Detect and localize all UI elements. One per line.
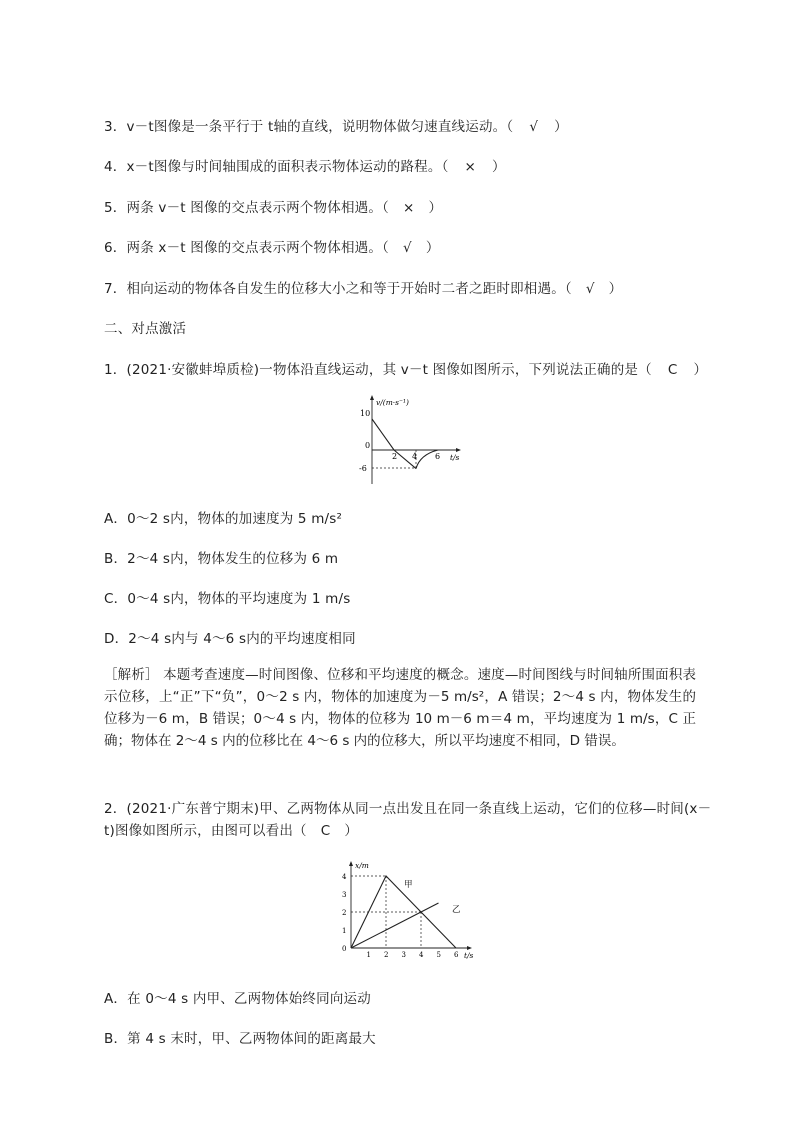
- answer-letter: C: [667, 362, 678, 378]
- judge-close: ）: [608, 281, 623, 297]
- xt-label-jia: 甲: [404, 880, 413, 890]
- judge-text: 5．两条 v－t 图像的交点表示两个物体相遇。（: [104, 200, 390, 216]
- judge-close: ）: [428, 200, 443, 216]
- xt-xtick-3: 3: [401, 951, 406, 959]
- vt-series-line: [372, 419, 416, 469]
- judge-mark: ×: [403, 200, 415, 216]
- question-2-stem-line2: [104, 819, 358, 839]
- xt-ylabel: x/m: [355, 861, 369, 870]
- vt-xlabel: t/s: [450, 453, 460, 462]
- question-2-stem-line1: 2．(2021·广东普宁期末)甲、乙两物体从同一点出发且在同一条直线上运动，它们的位移—时间(x－: [104, 801, 712, 817]
- q1-option-b: B．2～4 s内，物体发生的位移为 6 m: [104, 551, 339, 567]
- vt-x-arrow: [456, 448, 461, 452]
- xt-ytick-2: 2: [342, 909, 347, 917]
- q1-option-c: C．0～4 s内，物体的平均速度为 1 m/s: [104, 591, 351, 607]
- vt-tick-2: 2: [392, 452, 398, 461]
- q2-option-a: A．在 0～4 s 内甲、乙两物体始终同向运动: [104, 991, 371, 1007]
- vt-graph: [330, 392, 470, 487]
- xt-xtick-1: 1: [366, 951, 371, 959]
- judge-mark: ×: [464, 159, 477, 175]
- judge-item-6: [104, 236, 440, 256]
- stem-close: ）: [344, 823, 359, 839]
- judge-mark: √: [529, 119, 539, 135]
- judge-text: 7．相向运动的物体各自发生的位移大小之和等于开始时二者之距时即相遇。（: [104, 281, 572, 297]
- vt-tick-4: 4: [412, 452, 418, 461]
- judge-text: 3．v－t图像是一条平行于 t轴的直线，说明物体做匀速直线运动。（: [104, 119, 514, 135]
- xt-series-yi: [351, 903, 439, 948]
- xt-label-yi: 乙: [452, 905, 461, 915]
- judge-item-7: [104, 277, 622, 297]
- stem-text: t)图像如图所示，由图可以看出（: [104, 823, 307, 839]
- judge-close: ）: [425, 240, 440, 256]
- q1-option-d: D．2～4 s内与 4～6 s内的平均速度相同: [104, 631, 356, 647]
- xt-xtick-5: 5: [436, 951, 441, 959]
- xt-ytick-4: 4: [342, 873, 347, 881]
- judge-item-4: [104, 155, 506, 175]
- judge-close: ）: [554, 119, 568, 135]
- judge-close: ）: [492, 159, 506, 175]
- judge-text: 4．x－t图像与时间轴围成的面积表示物体运动的路程。（: [104, 159, 449, 175]
- vt-tick-10: 10: [360, 409, 371, 418]
- q1-analysis: ［解析］ 本题考查速度—时间图像、位移和平均速度的概念。速度—时间图线与时间轴所围面积表示位移，上“正”下“负”，0～2 s 内，物体的加速度为－5 m/s²，A 错误；2～4 s 内，物体发生的位移为－6 m，B 错误；0～4 s 内，物体的位移为 10 m－6 m＝4 m，平均速度为 1 m/s，C 正确；物体在 2～4 s 内的位移比在 4～6 s 内的位移大，所以平均速度不相同，D 错误。: [104, 667, 696, 749]
- answer-letter: C: [320, 823, 331, 839]
- vt-y-arrow: [370, 395, 374, 400]
- xt-ytick-0: 0: [342, 945, 347, 953]
- section-title: 二、对点激活: [104, 321, 187, 337]
- vt-tick-0: 0: [365, 441, 371, 450]
- xt-ytick-1: 1: [342, 927, 347, 935]
- figure-vt: [330, 392, 470, 491]
- judge-item-5: [104, 196, 442, 216]
- stem-text: 1．(2021·安徽蚌埠质检)一物体沿直线运动，其 v－t 图像如图所示，下列说法正确的是（: [104, 362, 652, 378]
- stem-close: ）: [693, 362, 708, 378]
- xt-x-arrow: [467, 946, 472, 950]
- xt-xtick-6: 6: [454, 951, 459, 959]
- figure-xt: [333, 856, 483, 965]
- question-1-stem: [104, 358, 707, 378]
- xt-y-arrow: [349, 861, 353, 866]
- xt-xtick-4: 4: [419, 951, 424, 959]
- q1-option-a: A．0～2 s内，物体的加速度为 5 m/s²: [104, 511, 343, 527]
- vt-ylabel: v/(m·s⁻¹): [376, 398, 409, 407]
- q2-option-b: B．第 4 s 末时，甲、乙两物体间的距离最大: [104, 1031, 376, 1047]
- xt-xlabel: t/s: [464, 951, 474, 960]
- xt-ytick-3: 3: [342, 891, 347, 899]
- xt-xtick-2: 2: [384, 951, 389, 959]
- xt-graph: [333, 856, 483, 961]
- xt-ticks: [342, 873, 459, 959]
- judge-item-3: [104, 115, 568, 135]
- judge-mark: √: [403, 240, 412, 256]
- judge-text: 6．两条 x－t 图像的交点表示两个物体相遇。（: [104, 240, 390, 256]
- vt-tick-6: 6: [435, 452, 441, 461]
- judge-mark: √: [585, 281, 595, 297]
- vt-tick-neg6: -6: [359, 464, 367, 473]
